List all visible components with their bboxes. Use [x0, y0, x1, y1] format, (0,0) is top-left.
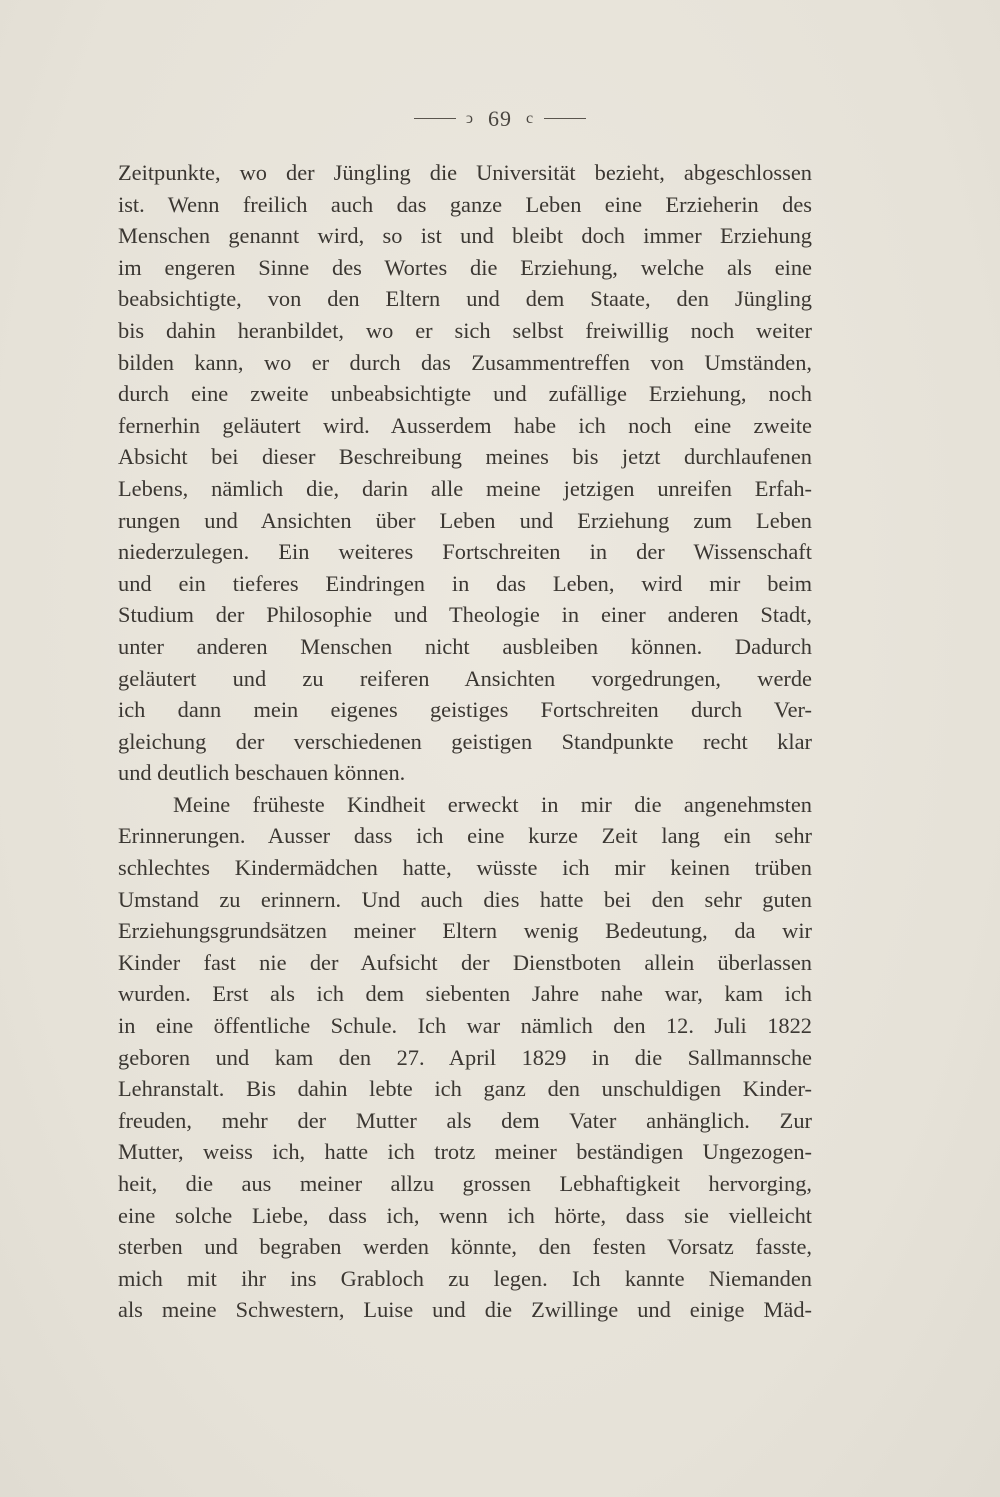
text-line: Lebens, nämlich die, darin alle meine jetzigen unreifen Erfah- — [118, 475, 812, 501]
text-line: rungen und Ansichten über Leben und Erziehung zum Leben — [118, 507, 812, 533]
text-line: heit, die aus meiner allzu grossen Lebhaftigkeit hervorging, — [118, 1171, 812, 1196]
text-line: und deutlich beschauen können. — [118, 760, 406, 786]
text-line: geläutert und zu reiferen Ansichten vorgedrungen, werde — [118, 665, 812, 691]
body-text — [118, 157, 812, 1326]
text-line: und ein tieferes Eindringen in das Leben, wird mir beim — [118, 570, 812, 596]
text-line: unter anderen Menschen nicht ausbleiben können. Dadurch — [118, 633, 812, 659]
text-line: Menschen genannt wird, so ist und bleibt doch immer Erziehung — [118, 223, 812, 249]
text-line: ich dann mein eigenes geistiges Fortschreiten durch Ver- — [118, 697, 812, 723]
text-line: sterben und begraben werden könnte, den festen Vorsatz fasste, — [118, 1234, 812, 1260]
text-line: beabsichtigte, von den Eltern und dem Staate, den Jüngling — [118, 286, 812, 312]
paragraph-1 — [118, 157, 812, 789]
text-line: Absicht bei dieser Beschreibung meines bis jetzt durchlaufenen — [118, 444, 812, 470]
text-line: geboren und kam den 27. April 1829 in die Sallmannsche — [118, 1044, 812, 1070]
text-line: ist. Wenn freilich auch das ganze Leben eine Erzieherin des — [118, 191, 812, 217]
paragraph-2 — [118, 789, 812, 1326]
header-left-mark: ↄ — [465, 109, 474, 127]
page-header — [0, 104, 1000, 132]
text-line: Erziehungsgrundsätzen meiner Eltern wenig Bedeutung, da wir — [118, 918, 812, 944]
text-line: bilden kann, wo er durch das Zusammentreffen von Umständen, — [118, 349, 812, 375]
page-number: 69 — [488, 105, 512, 131]
text-line: Lehranstalt. Bis dahin lebte ich ganz den unschuldigen Kinder- — [118, 1076, 812, 1102]
text-line: eine solche Liebe, dass ich, wenn ich hörte, dass sie vielleicht — [118, 1202, 812, 1228]
text-line: Mutter, weiss ich, hatte ich trotz meiner beständigen Ungezogen- — [118, 1139, 812, 1165]
text-line: Umstand zu erinnern. Und auch dies hatte bei den sehr guten — [118, 886, 812, 912]
text-line: durch eine zweite unbeabsichtigte und zufällige Erziehung, noch — [118, 381, 812, 407]
text-line: schlechtes Kindermädchen hatte, wüsste ich mir keinen trüben — [118, 855, 812, 881]
header-right-mark: c — [526, 109, 535, 127]
text-line: fernerhin geläutert wird. Ausserdem habe ich noch eine zweite — [118, 412, 812, 438]
header-rule-left — [414, 118, 456, 119]
text-line: in eine öffentliche Schule. Ich war nämlich den 12. Juli 1822 — [118, 1013, 812, 1039]
text-line: Studium der Philosophie und Theologie in einer anderen Stadt, — [118, 602, 812, 628]
text-line: als meine Schwestern, Luise und die Zwillinge und einige Mäd- — [118, 1297, 812, 1323]
text-line: wurden. Erst als ich dem siebenten Jahre nahe war, kam ich — [118, 981, 812, 1007]
text-line: gleichung der verschiedenen geistigen Standpunkte recht klar — [118, 728, 812, 754]
header-rule-right — [544, 118, 586, 119]
text-line: Kinder fast nie der Aufsicht der Dienstboten allein überlassen — [118, 949, 812, 975]
text-line: niederzulegen. Ein weiteres Fortschreiten in der Wissenschaft — [118, 539, 812, 565]
text-line: Meine früheste Kindheit erweckt in mir die angenehmsten — [173, 791, 812, 817]
text-line: Erinnerungen. Ausser dass ich eine kurze Zeit lang ein sehr — [118, 823, 812, 849]
text-line: mich mit ihr ins Grabloch zu legen. Ich kannte Niemanden — [118, 1265, 812, 1291]
text-line: im engeren Sinne des Wortes die Erziehung, welche als eine — [118, 254, 812, 280]
text-line: Zeitpunkte, wo der Jüngling die Universität bezieht, abgeschlossen — [118, 160, 812, 185]
text-line: freuden, mehr der Mutter als dem Vater anhänglich. Zur — [118, 1107, 812, 1133]
text-line: bis dahin heranbildet, wo er sich selbst freiwillig noch weiter — [118, 317, 812, 343]
